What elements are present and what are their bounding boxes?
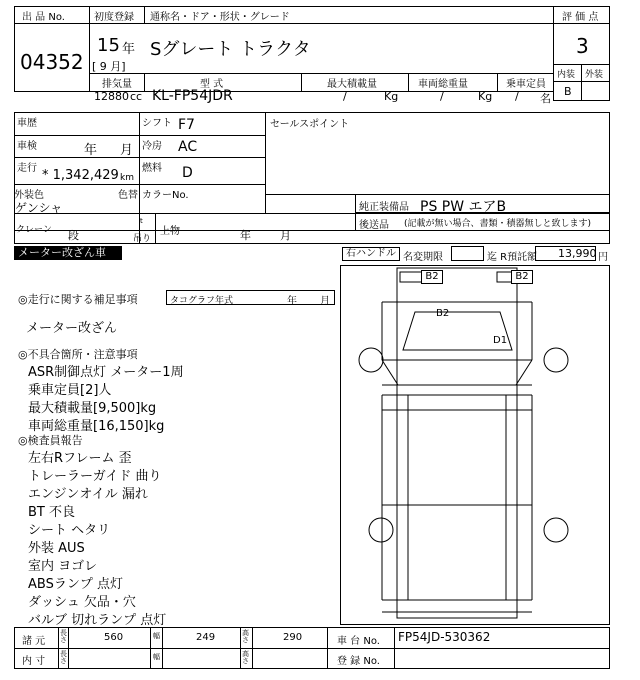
- chassis-label: 車 台 No.: [337, 636, 380, 647]
- fuel-value: D: [182, 165, 193, 181]
- inspector-item: シート ヘタリ: [28, 523, 111, 538]
- inspection-year: 年: [84, 143, 98, 158]
- interior-dimensions-label: 内 寸: [22, 656, 46, 667]
- registration-number-label: 登 録 No.: [337, 656, 380, 667]
- height-value: 290: [283, 632, 303, 643]
- inspector-item: ダッシュ 欠品・穴: [28, 595, 136, 610]
- handle-side: 右ハンドル: [342, 247, 400, 261]
- displacement-unit: cc: [130, 90, 143, 103]
- damage-mark: D1: [493, 335, 508, 346]
- lot-number: 04352: [20, 50, 84, 74]
- vehicle-name: Sグレート トラクタ: [150, 39, 311, 60]
- interior-grade-value: B: [564, 85, 572, 98]
- driving-notes-title: ◎走行に関する補足事項: [18, 293, 138, 306]
- driving-note: メーター改ざん: [26, 321, 118, 336]
- capacity-label: 乗車定員: [506, 79, 546, 90]
- max-load-label: 最大積載量: [327, 79, 377, 90]
- history-label: 車歴: [17, 118, 37, 129]
- tachograph-month: 月: [320, 296, 330, 307]
- first-registration-label: 初度登録: [94, 12, 134, 23]
- height-label: 高さ: [242, 629, 249, 644]
- meter-tampered-badge: メーター改ざん車: [14, 246, 122, 260]
- tachograph-label: タコグラフ年式: [170, 296, 234, 306]
- crane-lift-bottom: 吊り: [133, 234, 152, 244]
- length-label: 長さ: [60, 629, 67, 644]
- chassis-number: FP54JD-530362: [398, 630, 491, 644]
- inspector-report-title: ◎検査員報告: [18, 434, 83, 447]
- gross-weight-unit: Kg: [478, 90, 493, 103]
- damage-mark: B2: [421, 270, 443, 284]
- inner-length-label: 長さ: [60, 650, 67, 665]
- upper-body-month: 月: [280, 229, 291, 242]
- crane-stage: 段: [68, 229, 79, 242]
- color-change-label: 色替: [118, 190, 138, 201]
- mileage-value: * 1,342,429: [42, 168, 119, 183]
- exterior-grade-label: 外装: [585, 70, 604, 80]
- inspector-item: 室内 ヨゴレ: [28, 559, 98, 574]
- max-load-unit: Kg: [384, 90, 399, 103]
- inspector-item: トレーラーガイド 曲り: [28, 469, 162, 484]
- defect-item: 乗車定員[2]人: [28, 383, 112, 398]
- inner-width-label: 幅: [153, 653, 160, 661]
- interior-grade-label: 内装: [557, 70, 576, 80]
- deposit-unit: 円: [598, 252, 608, 263]
- crane-lift-top: t: [140, 217, 143, 225]
- mileage-unit: km: [120, 173, 134, 183]
- registration-year: 15: [97, 35, 120, 56]
- after-market-note: (記載が無い場合、書類・積器無しと致します): [404, 219, 592, 229]
- upper-body-year: 年: [240, 229, 251, 242]
- mileage-label: 走行: [17, 163, 37, 174]
- capacity-value: /: [515, 90, 519, 103]
- color-value: ゲンシャ: [15, 201, 63, 215]
- year-unit: 年: [122, 42, 136, 57]
- sales-point-label: セールスポイント: [270, 119, 350, 130]
- length-value: 560: [104, 632, 124, 643]
- damage-mark: B2: [436, 308, 450, 319]
- fuel-label: 燃料: [142, 163, 162, 174]
- max-load-value: /: [343, 90, 347, 103]
- model-code: KL-FP54JDR: [152, 88, 233, 104]
- gross-weight-value: /: [440, 90, 444, 103]
- inspector-item: ABSランプ 点灯: [28, 577, 123, 592]
- displacement-label: 排気量: [102, 79, 132, 90]
- gross-weight-label: 車両総重量: [418, 79, 468, 90]
- factory-equipment-label: 純正装備品: [359, 202, 409, 213]
- model-label: 型 式: [200, 79, 224, 90]
- inspector-item: バルブ 切れランプ 点灯: [28, 613, 167, 628]
- crane-label: クレーン: [16, 225, 52, 235]
- inspection-label: 車検: [17, 141, 37, 152]
- aircon-label: 冷房: [142, 141, 162, 152]
- grade-label: 評 価 点: [562, 12, 599, 23]
- lot-label: 出 品 No.: [22, 12, 65, 23]
- shift-value: F7: [178, 117, 195, 133]
- inspection-month: 月: [120, 143, 134, 158]
- aircon-value: AC: [178, 139, 198, 155]
- inspector-item: 外装 AUS: [28, 541, 85, 556]
- defects-title: ◎不具合箇所・注意事項: [18, 348, 138, 361]
- color-label: 外装色: [14, 190, 44, 201]
- color-code-label: カラーNo.: [142, 190, 189, 201]
- factory-equipment-value: PS PW エアB: [420, 199, 507, 215]
- width-value: 249: [196, 632, 216, 643]
- dimensions-label: 諸 元: [22, 636, 46, 647]
- recycle-deposit-label: 迄 R預託額: [487, 252, 538, 263]
- model-name-label: 通称名・ドア・形状・グレード: [150, 12, 290, 23]
- recycle-deposit-value: 13,990: [558, 247, 597, 260]
- shift-label: シフト: [142, 118, 172, 129]
- registration-month: [ 9 月]: [92, 60, 126, 73]
- capacity-unit: 名: [540, 92, 551, 105]
- inspector-item: エンジンオイル 漏れ: [28, 487, 148, 502]
- upper-body-label: 上物: [160, 226, 180, 237]
- inspector-item: 左右Rフレーム 歪: [28, 451, 132, 466]
- defect-item: ASR制御点灯 メーター1周: [28, 365, 184, 380]
- name-change-label: 名変期限: [403, 252, 443, 263]
- after-market-label: 後送品: [359, 220, 389, 231]
- displacement-value: 12880: [94, 90, 129, 103]
- vehicle-diagram: [359, 268, 568, 618]
- damage-mark: B2: [511, 270, 533, 284]
- score-value: 3: [576, 34, 589, 58]
- tachograph-year: 年: [287, 296, 297, 307]
- inner-height-label: 高さ: [242, 650, 249, 665]
- defect-item: 最大積載量[9,500]kg: [28, 401, 157, 416]
- inspector-item: BT 不良: [28, 505, 75, 520]
- width-label: 幅: [153, 632, 160, 640]
- defect-item: 車両総重量[16,150]kg: [28, 419, 165, 434]
